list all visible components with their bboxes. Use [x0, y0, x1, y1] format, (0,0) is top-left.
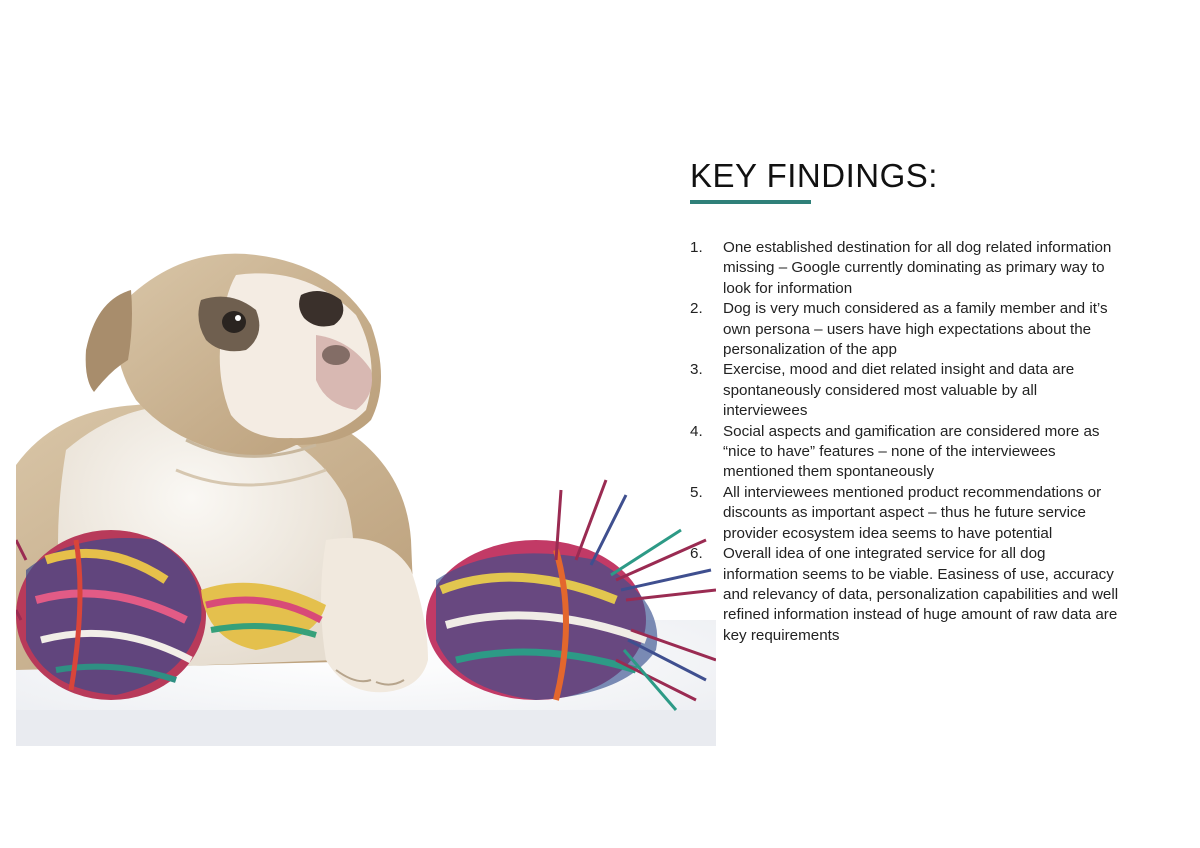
- key-findings-list: [690, 238, 1120, 646]
- dog-photo: [16, 240, 716, 746]
- finding-item: [690, 544, 1120, 646]
- finding-number: 1.: [690, 239, 703, 256]
- finding-text: Social aspects and gamification are considered more as “nice to have” features – none of the interviewees mentioned them spontaneously: [723, 422, 1100, 481]
- finding-item: [690, 422, 1120, 483]
- title-underline: [690, 200, 811, 204]
- finding-text: Dog is very much considered as a family member and it’s own persona – users have high expectations about the personalization of the app: [723, 300, 1108, 359]
- finding-text: Exercise, mood and diet related insight and data are spontaneously considered most valuable by all interviewees: [723, 361, 1075, 420]
- finding-number: 3.: [690, 361, 703, 379]
- finding-text: Overall idea of one integrated service for all dog information seems to be viable. Easiness of use, accuracy and relevancy of data, personalization capabilities and well refined information instead of huge amount of raw data are key requirements: [723, 545, 1119, 644]
- page-title: KEY FINDINGS:: [690, 157, 938, 194]
- finding-number: 2.: [690, 300, 703, 318]
- finding-item: [690, 483, 1120, 544]
- finding-number: 4.: [690, 422, 703, 440]
- finding-item: [690, 238, 1120, 299]
- finding-text: One established destination for all dog related information missing – Google currently dominating as primary way to look for information: [723, 239, 1112, 297]
- finding-item: [690, 299, 1120, 360]
- finding-text: All interviewees mentioned product recommendations or discounts as important aspect – thus he future service provider ecosystem idea seems to have potential: [723, 483, 1102, 542]
- finding-number: 5.: [690, 483, 703, 501]
- finding-number: 6.: [690, 545, 703, 563]
- finding-item: [690, 360, 1120, 421]
